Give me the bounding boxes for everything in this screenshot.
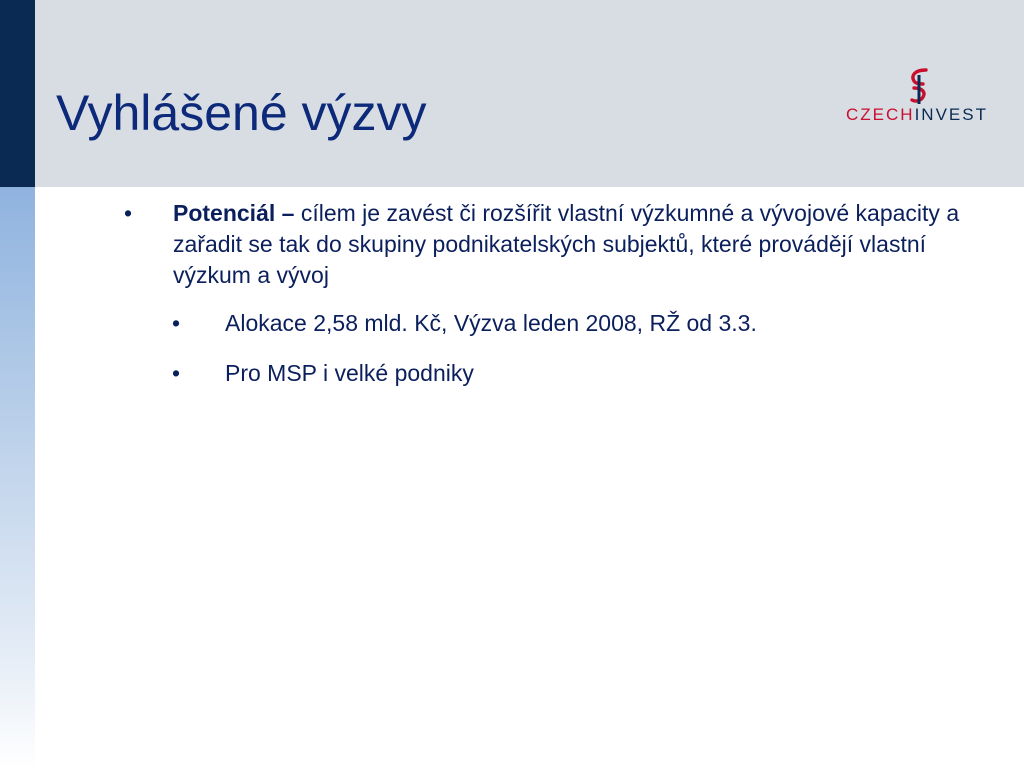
sub-bullet-glyph: •: [172, 310, 181, 336]
sub-bullet-item: [120, 358, 980, 389]
czechinvest-logo-mark-icon: [905, 66, 935, 106]
slide-title: Vyhlášené výzvy: [56, 85, 427, 141]
bullet-text: cílem je zavést či rozšířit vlastní výzkumné a vývojové kapacity a zařadit se tak do skupiny podnikatelských subjektů, které provádějí vlastní výzkum a vývoj: [173, 200, 960, 288]
bullet-item: [120, 198, 980, 291]
sub-bullet-glyph: •: [172, 360, 181, 386]
czechinvest-logo: [843, 66, 1003, 126]
left-accent-bar: [0, 0, 35, 187]
logo-czech-text: CZECH: [846, 105, 915, 124]
sub-bullet-item: [120, 308, 980, 339]
logo-wordmark: [846, 106, 988, 123]
logo-invest-text: INVEST: [914, 105, 988, 124]
sub-bullet-text: Alokace 2,58 mld. Kč, Výzva leden 2008, RŽ od 3.3.: [225, 310, 757, 336]
bullet-bold-lead: Potenciál –: [173, 200, 295, 226]
sub-bullet-text: Pro MSP i velké podniky: [225, 360, 474, 386]
left-gradient-bar: [0, 187, 35, 768]
bullet-glyph: •: [124, 200, 133, 226]
sub-bullet-list: [120, 308, 980, 389]
slide-body: [120, 198, 980, 408]
